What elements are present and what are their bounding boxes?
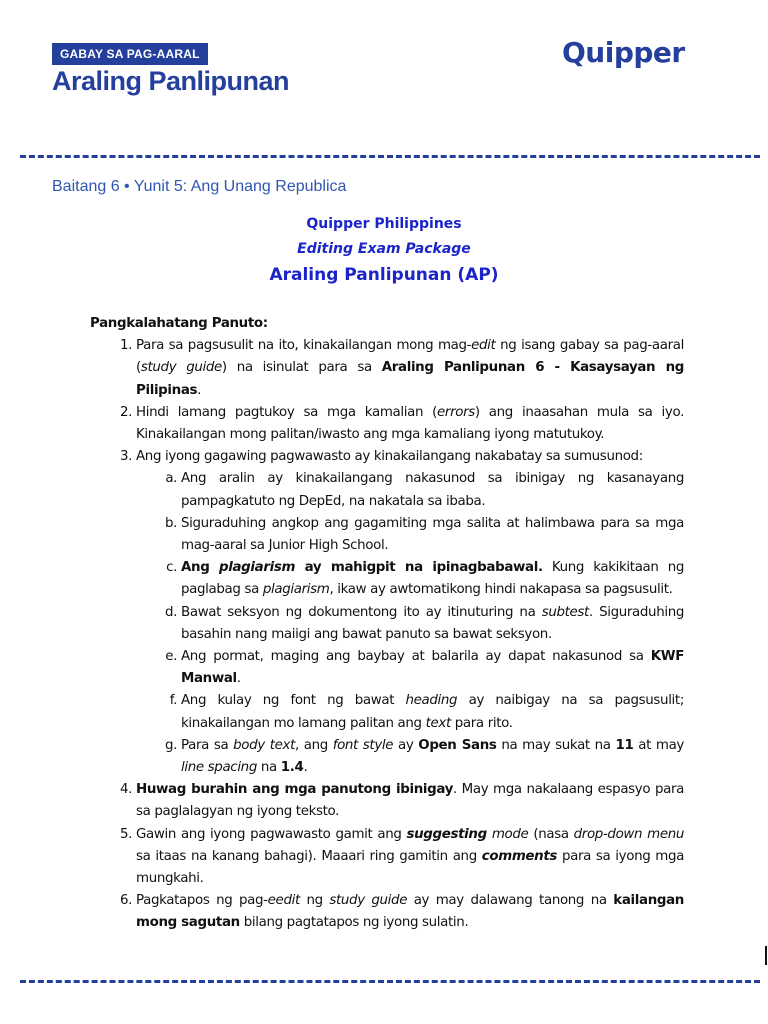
package-subject: Araling Panlipunan (AP) bbox=[269, 265, 499, 285]
instruction-1: 1. Para sa pagsusulit na ito, kinakailangan mong mag-edit ng isang gabay sa pag-aaral (study guide) na isinulat para sa Araling Panlipunan 6 - Kasaysayan ng Pilipinas. bbox=[136, 335, 684, 402]
header-title: Araling Panlipunan bbox=[52, 66, 290, 96]
sub-item-b: b. Siguraduhing angkop ang gagamiting mga salita at halimbawa para sa mga mag-aaral sa Junior High School. bbox=[181, 513, 684, 557]
sub-item-f: f. Ang kulay ng font ng bawat heading ay naibigay na sa pagsusulit; kinakailangan mo lamang palitan ang text para rito. bbox=[181, 690, 684, 734]
instruction-6: 6. Pagkatapos ng pag-eedit ng study guide ay may dalawang tanong na kailangan mong sagutan bilang pagtatapos ng iyong sulatin. bbox=[136, 890, 684, 934]
package-org: Quipper Philippines bbox=[306, 216, 462, 232]
instruction-2: 2. Hindi lamang pagtukoy sa mga kamalian (errors) ang inaasahan mula sa iyo. Kinakailangan mong palitan/iwasto ang mga kamaliang iyong matutukoy. bbox=[136, 402, 684, 446]
instructions-list bbox=[90, 335, 684, 934]
instructions bbox=[90, 313, 684, 935]
header-badge: GABAY SA PAG-AARAL bbox=[52, 43, 208, 65]
bottom-dashed-divider bbox=[20, 980, 760, 983]
sub-item-g: g. Para sa body text, ang font style ay Open Sans na may sukat na 11 at may line spacing na 1.4. bbox=[181, 735, 684, 779]
text-cursor bbox=[765, 946, 767, 965]
top-dashed-divider bbox=[20, 155, 760, 158]
instruction-5: 5. Gawin ang iyong pagwawasto gamit ang suggesting mode (nasa drop-down menu sa itaas na kanang bahagi). Maaari ring gamitin ang comments para sa iyong mga mungkahi. bbox=[136, 824, 684, 891]
sub-item-e: e. Ang pormat, maging ang baybay at balarila ay dapat nakasunod sa KWF Manwal. bbox=[181, 646, 684, 690]
sub-item-c: c. Ang plagiarism ay mahigpit na ipinagbabawal. Kung kakikitaan ng paglabag sa plagiarism, ikaw ay awtomatikong hindi nakapasa sa pagsusulit. bbox=[181, 557, 684, 601]
quipper-logo: Quipper bbox=[562, 36, 685, 69]
instruction-4: 4. Huwag burahin ang mga panutong ibinigay. May mga nakalaang espasyo para sa paglalagyan ng iyong teksto. bbox=[136, 779, 684, 823]
unit-line: Baitang 6 • Yunit 5: Ang Unang Republica bbox=[52, 178, 347, 195]
instructions-heading: Pangkalahatang Panuto: bbox=[90, 316, 268, 331]
sub-item-a: a. Ang aralin ay kinakailangang nakasunod sa ibinigay ng kasanayang pampagkatuto ng DepEd, na nakatala sa ibaba. bbox=[181, 468, 684, 512]
instruction-3: 3. Ang iyong gagawing pagwawasto ay kinakailangang nakabatay sa sumusunod: a. Ang aralin ay kinakailangang nakasunod sa ibinigay ng kasanayang pampagkatuto ng DepEd, na nakatala sa ibaba. b. Siguraduhing angkop ang gagamiting mga salita at halimbawa para sa mga mag-aaral sa Junior High School. c. Ang plagiarism ay mahigpit na ipinagbabawal. Kung kakikitaan ng paglabag sa plagiarism, ikaw ay awtomatikong hindi nakapasa sa pagsusulit. d. Bawat seksyon ng dokumentong ito ay itinuturing na subtest. Siguraduhing basahin nang maiigi ang bawat panuto sa bawat seksyon. e. Ang pormat, maging ang baybay at balarila ay dapat nakasunod sa KWF Manwal. f. Ang kulay ng font ng bawat heading ay naibigay na sa pagsusulit; kinakailangan mo lamang palitan ang text para rito. g. Para sa body text, ang font style ay Open Sans na may sukat na 11 at may line spacing na 1.4. bbox=[136, 446, 684, 779]
sub-item-d: d. Bawat seksyon ng dokumentong ito ay itinuturing na subtest. Siguraduhing basahin nang maiigi ang bawat panuto sa bawat seksyon. bbox=[181, 602, 684, 646]
package-name: Editing Exam Package bbox=[297, 241, 471, 257]
instruction-3-sublist bbox=[136, 468, 684, 779]
